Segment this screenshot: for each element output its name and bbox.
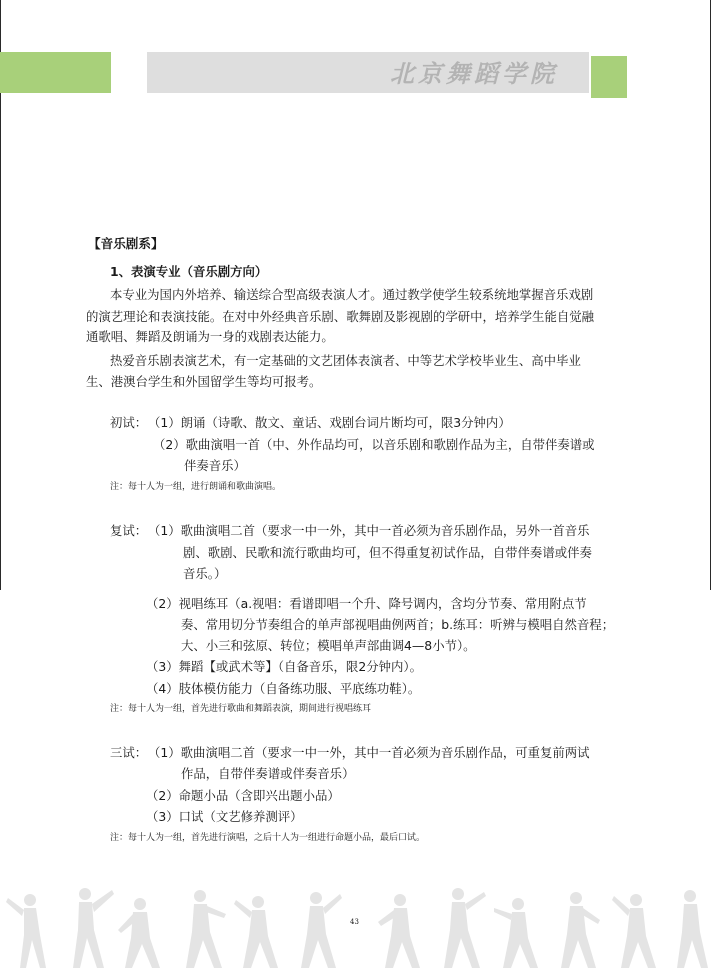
- third-exam-label: 三试：: [110, 745, 148, 760]
- first-exam-item: （2）歌曲演唱一首（中、外作品均可，以音乐剧和歌剧作品为主，自带伴奏谱或: [153, 437, 595, 452]
- dancer-silhouette: [561, 892, 600, 968]
- header-accent-left: [0, 52, 111, 93]
- dancer-silhouettes-decoration: [0, 880, 711, 972]
- dancer-silhouette: [234, 896, 278, 968]
- first-exam-item: （1）朗诵（诗歌、散文、童话、戏剧台词片断均可，限3分钟内）: [148, 415, 511, 430]
- first-exam-label: 初试：: [110, 415, 148, 430]
- second-exam-item: （4）肢体模仿能力（自备练功服、平底练功鞋）。: [146, 681, 421, 696]
- second-exam-item: 大、小三和弦原、转位；模唱单声部曲调4—8小节）。: [181, 638, 476, 653]
- dancer-silhouette: [444, 888, 486, 968]
- second-exam-item: （1）歌曲演唱二首（要求一中一外，其中一首必须为音乐剧作品，另外一首音乐: [148, 523, 590, 538]
- dancer-silhouette: [6, 894, 46, 968]
- third-exam-item: 作品，自带伴奏谱或伴奏音乐）: [181, 766, 355, 781]
- dancer-silhouette: [186, 890, 226, 968]
- intro-line: 生、港澳台学生和外国留学生等均可报考。: [86, 374, 322, 389]
- intro-line: 的演艺理论和表演技能。在对中外经典音乐剧、歌舞剧及影视剧的学研中，培养学生能自觉融: [86, 309, 595, 324]
- major-title: 1、表演专业（音乐剧方向）: [110, 264, 268, 279]
- dancer-silhouette: [612, 894, 656, 968]
- dancer-silhouette: [118, 898, 160, 968]
- second-exam-item: （3）舞蹈【或武术等】（自备音乐，限2分钟内）。: [146, 659, 422, 674]
- page-number: 43: [350, 918, 359, 926]
- dancer-silhouette: [378, 894, 420, 968]
- second-exam-note: 注：每十人为一组，首先进行歌曲和舞蹈表演，期间进行视唱练耳: [110, 704, 372, 714]
- dancer-silhouette: [677, 890, 708, 968]
- dancer-silhouette: [301, 892, 342, 968]
- first-exam-note: 注：每十人为一组，进行朗诵和歌曲演唱。: [110, 482, 282, 492]
- intro-line: 通歌唱、舞蹈及朗诵为一身的戏剧表达能力。: [86, 329, 334, 344]
- header-accent-right: [591, 56, 627, 98]
- second-exam-item: 剧、歌剧、民歌和流行歌曲均可，但不得重复初试作品，自带伴奏谱或伴奏: [183, 545, 592, 560]
- first-exam-item: 伴奏音乐）: [184, 458, 246, 473]
- intro-line: 本专业为国内外培养、输送综合型高级表演人才。通过教学使学生较系统地掌握音乐戏剧: [110, 287, 594, 302]
- third-exam-item: （1）歌曲演唱二首（要求一中一外，其中一首必须为音乐剧作品，可重复前两试: [148, 745, 590, 760]
- third-exam-note: 注：每十人为一组，首先进行演唱，之后十人为一组进行命题小品，最后口试。: [110, 833, 426, 843]
- second-exam-item: （2）视唱练耳（a.视唱：看谱即唱一个升、降号调内，含均分节奏、常用附点节: [146, 596, 587, 611]
- intro-line: 热爱音乐剧表演艺术，有一定基础的文艺团体表演者、中等艺术学校毕业生、高中毕业: [110, 353, 581, 368]
- second-exam-item: 奏、常用切分节奏组合的单声部视唱曲例两首；b.练耳：听辨与模唱自然音程；: [181, 617, 615, 632]
- third-exam-item: （3）口试（文艺修养测评）: [146, 809, 303, 824]
- school-logo-text: 北京舞蹈学院: [390, 59, 558, 88]
- second-exam-label: 复试：: [110, 523, 148, 538]
- third-exam-item: （2）命题小品（含即兴出题小品）: [146, 788, 340, 803]
- dancer-silhouette: [73, 888, 114, 968]
- department-title: 【音乐剧系】: [88, 236, 164, 251]
- dancer-silhouette: [494, 898, 538, 968]
- second-exam-item: 音乐。）: [183, 566, 227, 581]
